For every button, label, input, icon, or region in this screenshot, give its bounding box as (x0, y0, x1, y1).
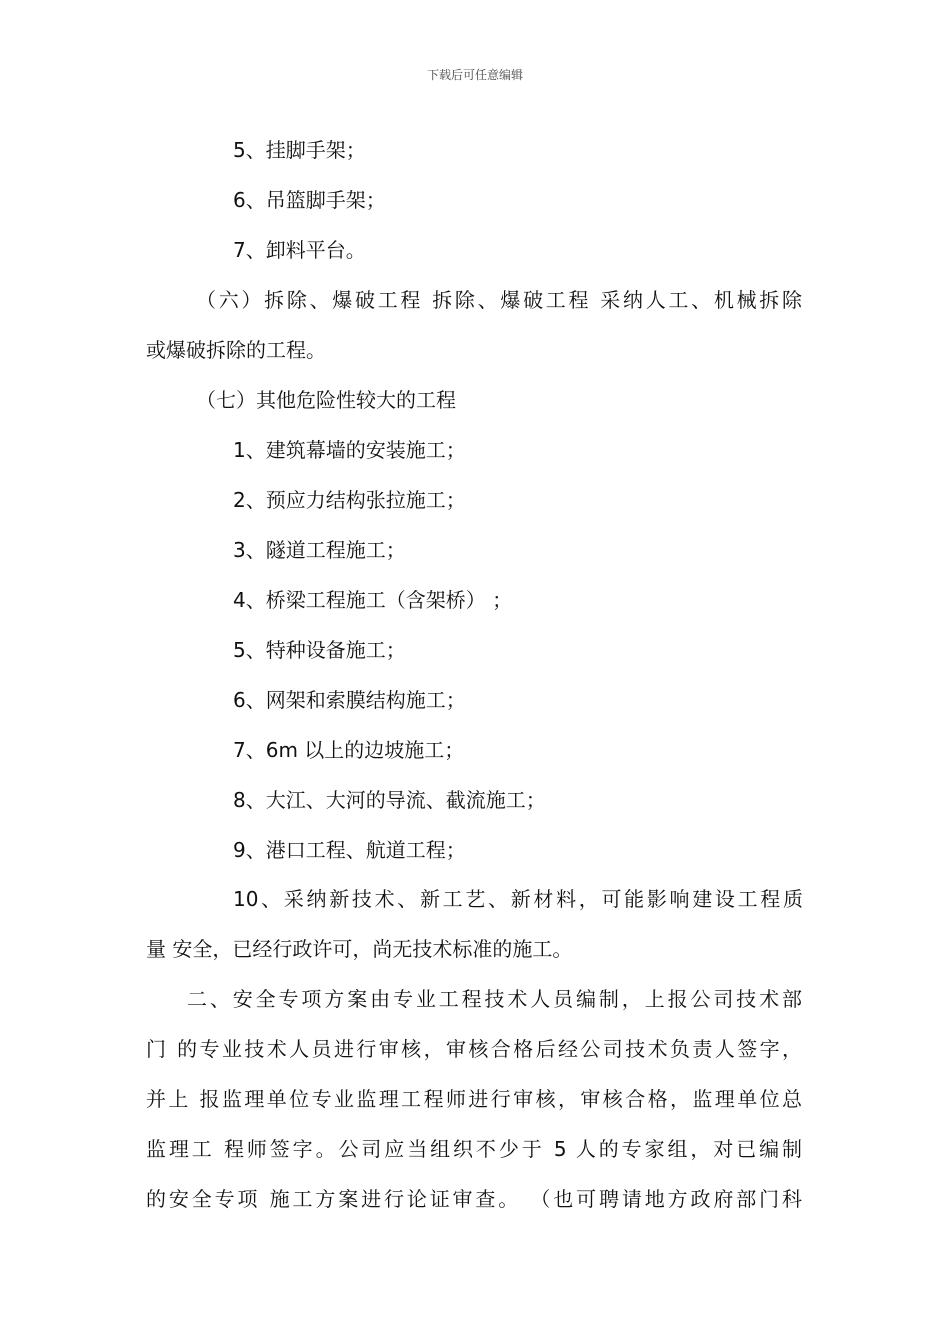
list-item: 7、6m 以上的边坡施工； (233, 738, 465, 762)
list-item: 1、建筑幕墙的安装施工； (233, 438, 466, 462)
list-item: 6、网架和索膜结构施工； (233, 688, 466, 712)
paragraph-line: 的安全专项 施工方案进行论证审查。 （也可聘请地方政府部门科 (146, 1187, 802, 1211)
section-heading: （六）拆除、爆破工程 拆除、爆破工程 采纳人工、机械拆除 (196, 288, 802, 312)
list-item: 6、吊篮脚手架； (233, 188, 386, 212)
paragraph-line: 二、安全专项方案由专业工程技术人员编制，上报公司技术部 (187, 987, 802, 1011)
paragraph-line: 并上 报监理单位专业监理工程师进行审核，审核合格，监理单位总 (146, 1087, 802, 1111)
list-item: 4、桥梁工程施工（含架桥） ； (233, 588, 513, 612)
paragraph-line: 监理工 程师签字。公司应当组织不少于 5 人的专家组，对已编制 (146, 1137, 802, 1161)
list-item: 2、预应力结构张拉施工； (233, 488, 466, 512)
list-item: 3、隧道工程施工； (233, 538, 406, 562)
paragraph-line: 或爆破拆除的工程。 (146, 338, 326, 362)
list-item: 10、采纳新技术、新工艺、新材料，可能影响建设工程质 (233, 887, 803, 911)
list-item: 7、卸料平台。 (233, 238, 366, 262)
section-heading: （七）其他危险性较大的工程 (196, 388, 456, 412)
paragraph-line: 门 的专业技术人员进行审核，审核合格后经公司技术负责人签字， (146, 1037, 802, 1061)
list-item: 9、港口工程、航道工程； (233, 838, 466, 862)
list-item: 5、特种设备施工； (233, 638, 406, 662)
paragraph-line: 量 安全，已经行政许可，尚无技术标准的施工。 (146, 937, 573, 961)
list-item: 8、大江、大河的导流、截流施工； (233, 788, 546, 812)
list-item: 5、挂脚手架； (233, 138, 366, 162)
page-header: 下载后可任意编辑 (426, 68, 523, 82)
